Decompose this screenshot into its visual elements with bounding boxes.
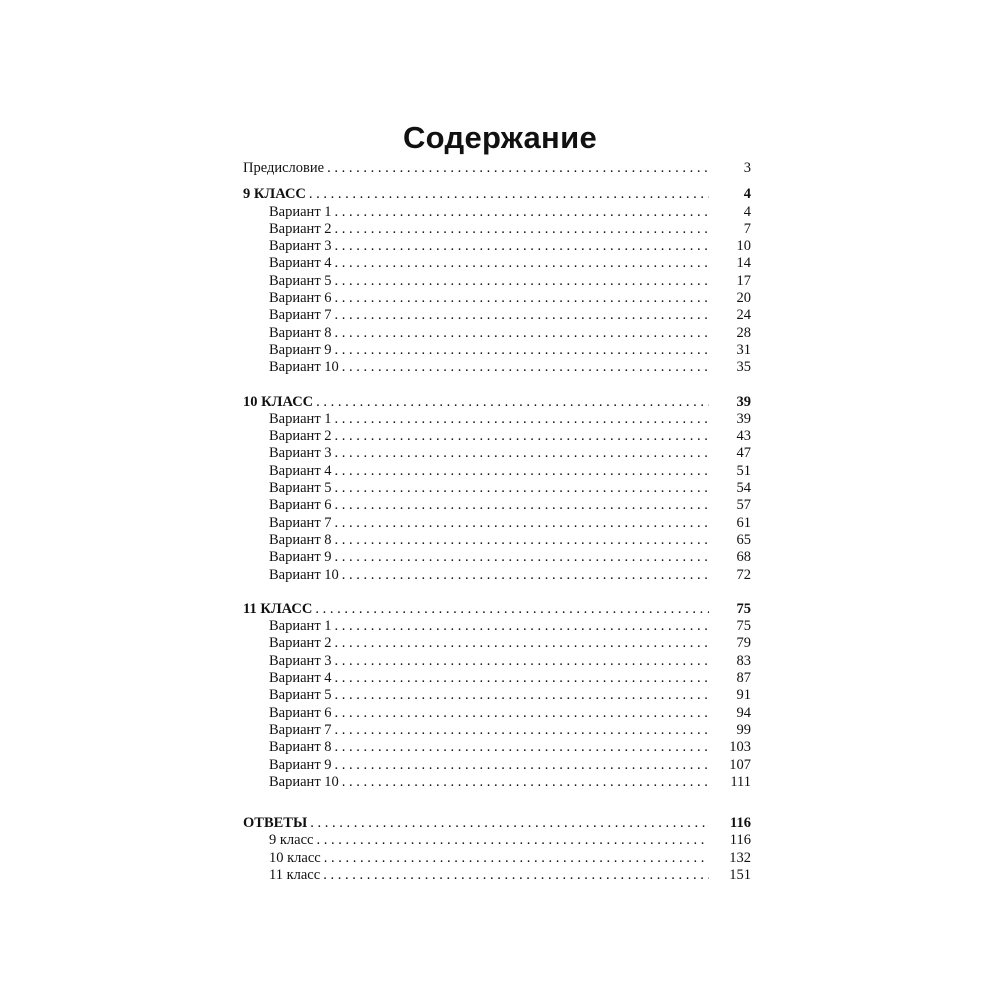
toc-subentry[interactable] (243, 739, 751, 756)
toc-entry-grade10[interactable] (243, 394, 751, 411)
toc-subentry[interactable] (243, 497, 751, 514)
toc-subentry[interactable] (243, 670, 751, 687)
toc-entry-page: 39 (736, 393, 751, 410)
dot-leader (335, 532, 709, 549)
toc-subentry-label: Вариант 6 (269, 704, 332, 721)
toc-subentry-page: 7 (743, 220, 751, 237)
dot-leader (335, 705, 709, 722)
toc-subentry-label: 11 класс (269, 866, 321, 883)
toc-subentry[interactable] (243, 722, 751, 739)
toc-subentry-page: 72 (736, 566, 751, 583)
dot-leader (309, 186, 709, 203)
toc-entry-grade11[interactable] (243, 601, 751, 618)
toc-subentry-page: 17 (736, 272, 751, 289)
toc-subentries-answers (243, 832, 751, 884)
toc-subentry-label: Вариант 4 (269, 462, 332, 479)
toc-subentry[interactable] (243, 238, 751, 255)
dot-leader (335, 549, 709, 566)
toc-subentry-label: Вариант 8 (269, 739, 332, 756)
toc-subentry[interactable] (243, 618, 751, 635)
toc-subentry[interactable] (243, 687, 751, 704)
toc-subentry[interactable] (243, 480, 751, 497)
toc-subentry-label: Вариант 10 (269, 566, 339, 583)
toc-subentry-page: 54 (736, 480, 751, 497)
toc-subentry-label: Вариант 7 (269, 721, 332, 738)
toc-subentry-page: 14 (736, 255, 751, 272)
toc-subentry-label: Вариант 4 (269, 255, 332, 272)
toc-subentry[interactable] (243, 705, 751, 722)
toc-subentry-label: Вариант 5 (269, 272, 332, 289)
toc-subentry[interactable] (243, 273, 751, 290)
toc-subentry-page: 35 (736, 359, 751, 376)
dot-leader (335, 411, 709, 428)
toc-subentries-grade11 (243, 618, 751, 791)
toc-entry-page: 116 (730, 815, 751, 832)
dot-leader (310, 815, 709, 832)
toc-subentry[interactable] (243, 532, 751, 549)
dot-leader (335, 497, 709, 514)
toc-group-grade11 (243, 601, 751, 791)
toc-group-answers (243, 815, 751, 884)
toc-subentry-label: 9 класс (269, 832, 314, 849)
dot-leader (342, 774, 709, 791)
toc-subentry-label: Вариант 5 (269, 687, 332, 704)
toc-entry-page: 3 (743, 160, 751, 176)
dot-leader (335, 221, 709, 238)
toc-subentry-page: 151 (729, 866, 751, 883)
toc-subentry-label: Вариант 1 (269, 203, 332, 220)
dot-leader (335, 204, 709, 221)
dot-leader (335, 653, 709, 670)
toc-section-label: ОТВЕТЫ (243, 815, 308, 832)
dot-leader (335, 255, 709, 272)
toc-subentry[interactable] (243, 774, 751, 791)
toc-entry-page: 4 (743, 186, 751, 203)
dot-leader (335, 670, 709, 687)
toc-subentry-label: Вариант 10 (269, 773, 339, 790)
dot-leader (335, 463, 709, 480)
toc-subentry-page: 4 (743, 203, 751, 220)
toc-subentry-page: 116 (729, 832, 751, 849)
toc-subentry-page: 68 (736, 549, 751, 566)
toc-entry-grade9[interactable] (243, 186, 751, 203)
toc-subentry[interactable] (243, 307, 751, 324)
page-title: Содержание (403, 120, 597, 155)
toc-group-grade9 (243, 186, 751, 376)
toc-subentry[interactable] (243, 850, 751, 867)
toc-subentry[interactable] (243, 463, 751, 480)
toc-subentry[interactable] (243, 832, 751, 849)
dot-leader (335, 342, 709, 359)
toc-subentry-label: Вариант 3 (269, 445, 332, 462)
toc-section-label: 11 КЛАСС (243, 600, 313, 617)
toc-section-label: 9 КЛАСС (243, 186, 306, 203)
toc-subentry-page: 20 (736, 290, 751, 307)
dot-leader (335, 428, 709, 445)
dot-leader (342, 359, 709, 376)
dot-leader (335, 687, 709, 704)
toc-subentry-page: 99 (736, 721, 751, 738)
toc-section-label: 10 КЛАСС (243, 393, 314, 410)
toc-subentry-page: 47 (736, 445, 751, 462)
toc-subentry-label: Вариант 3 (269, 652, 332, 669)
dot-leader (324, 850, 709, 867)
toc-subentry-label: Вариант 9 (269, 756, 332, 773)
toc-subentry-label: Вариант 9 (269, 341, 332, 358)
toc-subentry-label: Вариант 1 (269, 618, 332, 635)
toc-subentry-label: Вариант 3 (269, 238, 332, 255)
toc-subentry[interactable] (243, 445, 751, 462)
toc-subentry-page: 103 (729, 739, 751, 756)
toc-subentry-label: 10 класс (269, 849, 321, 866)
toc-subentry-page: 39 (736, 410, 751, 427)
toc-subentry-label: Вариант 8 (269, 324, 332, 341)
toc-subentry[interactable] (243, 221, 751, 238)
dot-leader (335, 480, 709, 497)
toc-subentry[interactable] (243, 549, 751, 566)
toc-subentry[interactable] (243, 757, 751, 774)
toc-subentry-page: 28 (736, 324, 751, 341)
toc-entry-preface[interactable] (243, 160, 751, 177)
toc-subentry-page: 10 (736, 238, 751, 255)
toc-subentry-label: Вариант 2 (269, 635, 332, 652)
dot-leader (335, 722, 709, 739)
toc-subentry-page: 87 (736, 670, 751, 687)
toc-subentry-page: 65 (736, 531, 751, 548)
toc-subentry-label: Вариант 2 (269, 428, 332, 445)
dot-leader (335, 238, 709, 255)
toc-subentry-label: Вариант 5 (269, 480, 332, 497)
toc-subentry[interactable] (243, 255, 751, 272)
toc-subentry-page: 132 (729, 849, 751, 866)
dot-leader (327, 160, 709, 177)
dot-leader (335, 515, 709, 532)
toc-subentry[interactable] (243, 359, 751, 376)
toc-subentry-label: Вариант 7 (269, 514, 332, 531)
toc-subentry-label: Вариант 4 (269, 670, 332, 687)
toc-group-grade10 (243, 394, 751, 584)
dot-leader (335, 307, 709, 324)
toc-subentry-label: Вариант 8 (269, 531, 332, 548)
toc-subentry[interactable] (243, 635, 751, 652)
toc-subentry-page: 91 (736, 687, 751, 704)
toc-subentry-label: Вариант 10 (269, 359, 339, 376)
toc-subentry[interactable] (243, 325, 751, 342)
toc-subentry[interactable] (243, 411, 751, 428)
dot-leader (335, 757, 709, 774)
dot-leader (335, 290, 709, 307)
toc-subentries-grade9 (243, 204, 751, 377)
dot-leader (335, 273, 709, 290)
toc-subentry-page: 24 (736, 307, 751, 324)
toc-subentry[interactable] (243, 567, 751, 584)
toc-entry-label: Предисловие (243, 160, 325, 176)
toc-subentry-label: Вариант 2 (269, 220, 332, 237)
toc-subentry[interactable] (243, 290, 751, 307)
toc-entry-page: 75 (736, 600, 751, 617)
toc-entry-answers[interactable] (243, 815, 751, 832)
toc-subentry-label: Вариант 9 (269, 549, 332, 566)
dot-leader (342, 567, 709, 584)
toc-subentry-label: Вариант 6 (269, 290, 332, 307)
dot-leader (335, 445, 709, 462)
toc-group-preface (243, 160, 751, 177)
toc-subentry[interactable] (243, 515, 751, 532)
dot-leader (335, 618, 709, 635)
table-of-contents (243, 160, 751, 884)
toc-subentry-page: 61 (736, 514, 751, 531)
toc-subentry-page: 83 (736, 652, 751, 669)
dot-leader (316, 394, 709, 411)
toc-subentry-page: 57 (736, 497, 751, 514)
toc-subentry[interactable] (243, 653, 751, 670)
dot-leader (316, 832, 709, 849)
dot-leader (335, 635, 709, 652)
dot-leader (335, 325, 709, 342)
toc-subentry-page: 51 (736, 462, 751, 479)
dot-leader (315, 601, 709, 618)
toc-subentry-label: Вариант 1 (269, 410, 332, 427)
toc-subentry-label: Вариант 6 (269, 497, 332, 514)
toc-subentry-page: 43 (736, 428, 751, 445)
toc-subentry-page: 107 (729, 756, 751, 773)
toc-subentry-page: 94 (736, 704, 751, 721)
toc-subentry-page: 79 (736, 635, 751, 652)
toc-subentry-page: 111 (730, 773, 751, 790)
toc-subentry[interactable] (243, 428, 751, 445)
dot-leader (323, 867, 709, 884)
toc-subentry-page: 75 (736, 618, 751, 635)
dot-leader (335, 739, 709, 756)
toc-subentry[interactable] (243, 342, 751, 359)
toc-subentry-label: Вариант 7 (269, 307, 332, 324)
toc-subentries-grade10 (243, 411, 751, 584)
toc-subentry-page: 31 (736, 341, 751, 358)
toc-subentry[interactable] (243, 867, 751, 884)
toc-subentry[interactable] (243, 204, 751, 221)
